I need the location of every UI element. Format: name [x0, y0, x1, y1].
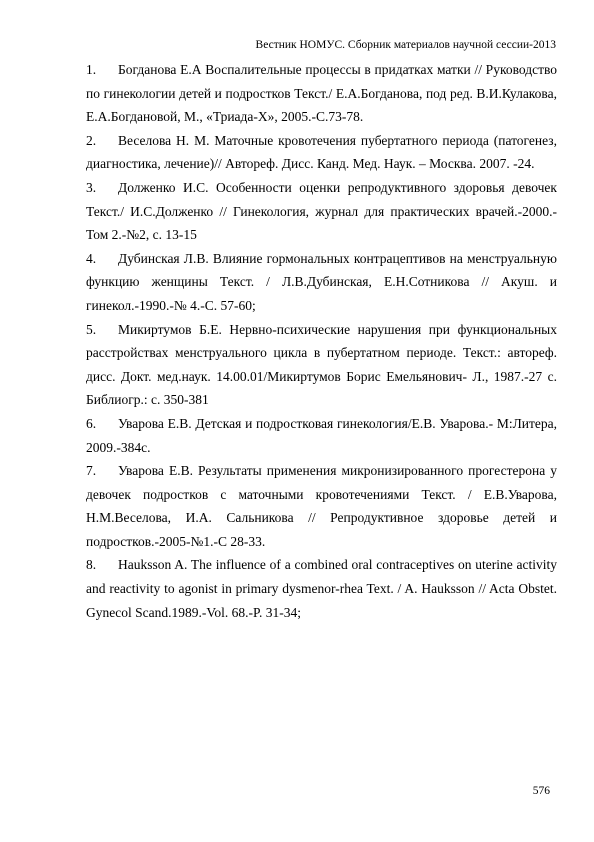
reference-text: Долженко И.С. Особенности оценки репродуктивного здоровья девочек Текст./ И.С.Долженко // Гинекология, журнал для практических врачей.-2000.-Том 2.-№2, с. 13-15 [86, 179, 557, 243]
page-number: 576 [532, 785, 550, 797]
reference-item [86, 318, 557, 412]
reference-number: 1. [86, 62, 97, 77]
reference-text: Богданова Е.А Воспалительные процессы в придатках матки // Руководство по гинекологии детей и подростков Текст./ Е.А.Богданова, под ред. В.И.Кулакова, Е.А.Богдановой, М., «Триада-Х», 2005.-С.73-78. [86, 62, 557, 125]
reference-number: 4. [86, 250, 97, 266]
reference-list [86, 58, 557, 624]
reference-number: 2. [86, 132, 97, 148]
reference-item [86, 176, 557, 247]
reference-item [86, 247, 557, 318]
reference-text: Микиртумов Б.Е. Нервно-психические нарушения при функциональных расстройствах менструального цикла в пубертатном периоде. Текст.: автореф. дисс. Докт. мед.наук. 14.00.01/Микиртумов Борис Емельянович- Л., 1987.-27 с. Библиогр.: с. 350-381 [86, 321, 557, 408]
reference-item [86, 553, 557, 624]
reference-text: Hauksson A. The influence of a combined oral contraceptives on uterine activity and reactivity to agonist in primary dysmenor-rhea Text. / A. Hauksson // Acta Obstet. Gynecol Scand.1989.-Vol. 68.-P. 31-34; [86, 557, 557, 620]
reference-item [86, 459, 557, 553]
reference-item [86, 129, 557, 176]
reference-item [86, 58, 557, 129]
reference-number: 5. [86, 321, 97, 337]
reference-text: Уварова Е.В. Детская и подростковая гинекология/Е.В. Уварова.- М:Литера, 2009.-384с. [86, 415, 557, 455]
reference-number: 7. [86, 463, 97, 479]
reference-text: Дубинская Л.В. Влияние гормональных контрацептивов на менструальную функцию женщины Текст. / Л.В.Дубинская, Е.Н.Сотникова // Акуш. и гинекол.-1990.-№ 4.-С. 57-60; [86, 250, 557, 313]
running-header: Вестник НОМУС. Сборник материалов научной сессии-2013 [255, 39, 556, 51]
reference-number: 3. [86, 179, 97, 195]
reference-text: Веселова Н. М. Маточные кровотечения пубертатного периода (патогенез, диагностика, лечение)// Автореф. Дисс. Канд. Мед. Наук. – Москва. 2007. -24. [86, 132, 557, 172]
reference-text: Уварова Е.В. Результаты применения микронизированного прогестерона у девочек подростков с маточными кровотечениями Текст. / Е.В.Уварова, Н.М.Веселова, И.А. Сальникова // Репродуктивное здоровье детей и подростков.-2005-№1.-С 28-33. [86, 463, 557, 549]
reference-item [86, 412, 557, 459]
reference-number: 8. [86, 557, 97, 573]
reference-number: 6. [86, 415, 97, 431]
